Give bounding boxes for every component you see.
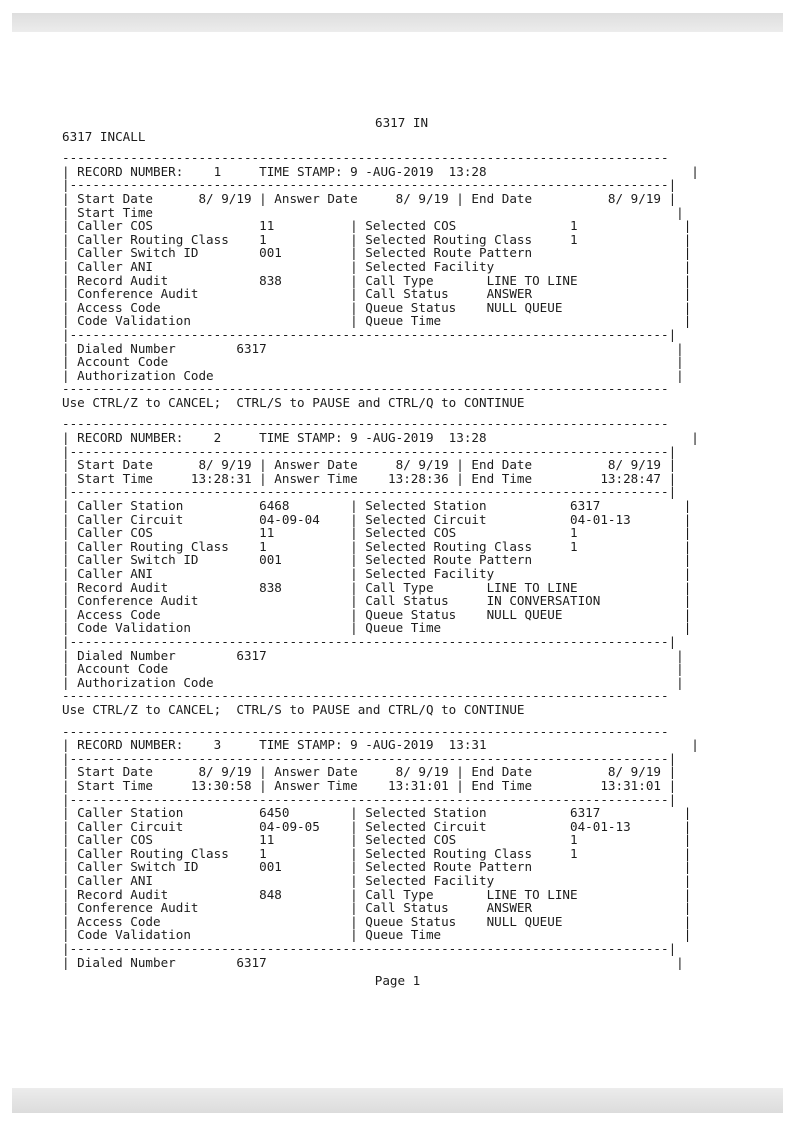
call-records bbox=[62, 151, 702, 969]
record-line: | Caller COS 11 | Selected COS 1 | bbox=[62, 525, 692, 541]
record-line: | Caller Routing Class 1 | Selected Routing Class 1 | bbox=[62, 538, 692, 554]
record-line: | Caller ANI | Selected Facility | bbox=[62, 873, 692, 889]
record-line: | Conference Audit | Call Status IN CONVERSATION | bbox=[62, 593, 692, 609]
record-line: | Access Code | Queue Status NULL QUEUE | bbox=[62, 606, 692, 622]
page-number: Page 1 bbox=[374, 973, 421, 988]
record-line: |-------------------------------------------------------------------------------| bbox=[62, 633, 677, 649]
report-subtitle: 6317 INCALL bbox=[62, 128, 146, 144]
record-line: | Start Date 8/ 9/19 | Answer Date 8/ 9/19 | End Date 8/ 9/19 | bbox=[62, 190, 677, 206]
record-line: | Record Audit 848 | Call Type LINE TO LINE | bbox=[62, 886, 692, 902]
record-line: | Caller COS 11 | Selected COS 1 | bbox=[62, 832, 692, 848]
record-line: | Start Date 8/ 9/19 | Answer Date 8/ 9/19 | End Date 8/ 9/19 | bbox=[62, 764, 677, 780]
record-line: | Record Audit 838 | Call Type LINE TO LINE | bbox=[62, 272, 692, 288]
record-line: -------------------------------------------------------------------------------- bbox=[62, 416, 669, 432]
record-line: | RECORD NUMBER: 2 TIME STAMP: 9 -AUG-2019 13:28 | bbox=[62, 430, 699, 446]
record-line: | Caller Switch ID 001 | Selected Route Pattern | bbox=[62, 245, 692, 261]
record-line: | Code Validation | Queue Time | bbox=[62, 620, 692, 636]
record-line: | Start Time | bbox=[62, 204, 684, 220]
record-line: | Caller Circuit 04-09-05 | Selected Circuit 04-01-13 | bbox=[62, 818, 692, 834]
record-line: | Code Validation | Queue Time | bbox=[62, 313, 692, 329]
record-line: | RECORD NUMBER: 3 TIME STAMP: 9 -AUG-2019 13:31 | bbox=[62, 737, 699, 753]
record-line: -------------------------------------------------------------------------------- bbox=[62, 723, 669, 739]
record-line: | Access Code | Queue Status NULL QUEUE | bbox=[62, 299, 692, 315]
record-line: |-------------------------------------------------------------------------------| bbox=[62, 326, 677, 342]
record-line: | Start Time 13:30:58 | Answer Time 13:31:01 | End Time 13:31:01 | bbox=[62, 777, 677, 793]
record-line: |-------------------------------------------------------------------------------| bbox=[62, 941, 677, 957]
record-line: |-------------------------------------------------------------------------------| bbox=[62, 750, 677, 766]
control-prompt: Use CTRL/Z to CANCEL; CTRL/S to PAUSE and CTRL/Q to CONTINUE bbox=[62, 394, 525, 410]
record-line: | Code Validation | Queue Time | bbox=[62, 927, 692, 943]
record-line: |-------------------------------------------------------------------------------| bbox=[62, 484, 677, 500]
control-prompt: Use CTRL/Z to CANCEL; CTRL/S to PAUSE and CTRL/Q to CONTINUE bbox=[62, 701, 525, 717]
record-line: | Dialed Number 6317 | bbox=[62, 340, 684, 356]
record-line: -------------------------------------------------------------------------------- bbox=[62, 688, 669, 704]
record-line: | Authorization Code | bbox=[62, 674, 684, 690]
record-line: | Caller ANI | Selected Facility | bbox=[62, 566, 692, 581]
record-line: | Caller COS 11 | Selected COS 1 | bbox=[62, 218, 692, 234]
record-line: | Caller Station 6468 | Selected Station 6317 | bbox=[62, 498, 692, 514]
record-line: | Record Audit 838 | Call Type LINE TO LINE | bbox=[62, 579, 692, 595]
scan-edge-bottom bbox=[12, 1088, 783, 1113]
record-line: | Start Time 13:28:31 | Answer Time 13:28:36 | End Time 13:28:47 | bbox=[62, 470, 677, 486]
call-record-1 bbox=[62, 151, 702, 417]
record-line: |-------------------------------------------------------------------------------| bbox=[62, 177, 677, 193]
record-line: | Dialed Number 6317 | bbox=[62, 954, 684, 970]
scan-edge-top bbox=[12, 13, 783, 32]
record-line: | Account Code | bbox=[62, 354, 684, 370]
record-line: | Caller Circuit 04-09-04 | Selected Circuit 04-01-13 | bbox=[62, 511, 692, 527]
record-line: | Access Code | Queue Status NULL QUEUE | bbox=[62, 913, 692, 929]
report-title: 6317 IN bbox=[375, 115, 429, 130]
printout-page bbox=[62, 116, 702, 969]
record-line: |-------------------------------------------------------------------------------| bbox=[62, 791, 677, 807]
record-line: | Dialed Number 6317 | bbox=[62, 647, 684, 663]
record-line: | Start Date 8/ 9/19 | Answer Date 8/ 9/19 | End Date 8/ 9/19 | bbox=[62, 457, 677, 473]
record-line: | Conference Audit | Call Status ANSWER | bbox=[62, 286, 692, 302]
call-record-2 bbox=[62, 417, 702, 724]
record-line: | Authorization Code | bbox=[62, 367, 684, 383]
record-line: | Account Code | bbox=[62, 661, 684, 677]
record-line: | Caller Routing Class 1 | Selected Routing Class 1 | bbox=[62, 231, 692, 247]
record-line: |-------------------------------------------------------------------------------| bbox=[62, 443, 677, 459]
record-line: -------------------------------------------------------------------------------- bbox=[62, 381, 669, 397]
record-line: | Caller Routing Class 1 | Selected Routing Class 1 | bbox=[62, 845, 692, 861]
record-line: -------------------------------------------------------------------------------- bbox=[62, 150, 669, 166]
record-line: | Caller Switch ID 001 | Selected Route Pattern | bbox=[62, 859, 692, 875]
record-line: | Caller Switch ID 001 | Selected Route Pattern | bbox=[62, 552, 692, 568]
record-line: | Caller Station 6450 | Selected Station 6317 | bbox=[62, 805, 692, 821]
record-line: | RECORD NUMBER: 1 TIME STAMP: 9 -AUG-2019 13:28 | bbox=[62, 163, 699, 179]
record-line: | Caller ANI | Selected Facility | bbox=[62, 258, 692, 274]
call-record-3 bbox=[62, 725, 702, 970]
record-line: | Conference Audit | Call Status ANSWER | bbox=[62, 900, 692, 916]
